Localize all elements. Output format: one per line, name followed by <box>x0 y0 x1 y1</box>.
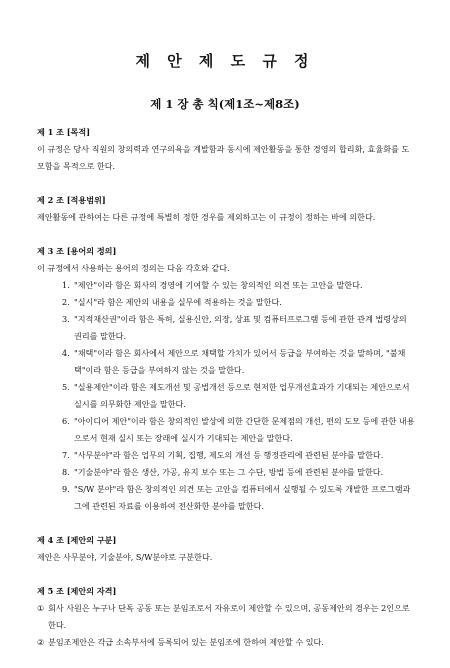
list-item <box>37 379 417 413</box>
item-number: 7. <box>62 450 70 460</box>
article-3 <box>37 243 417 515</box>
list-item <box>37 345 417 379</box>
item-text: "지적재산권"이라 함은 특허, 실용신안, 의장, 상표 및 컴퓨터프로그램 등에 관한 관계 법령상의 권리를 말한다. <box>74 314 407 341</box>
list-item <box>37 464 417 481</box>
article-heading: 제 3 조 [용어의 정의] <box>37 246 117 256</box>
item-number: 4. <box>62 348 70 358</box>
article-heading: 제 5 조 [제안의 자격] <box>37 586 117 596</box>
item-number: 3. <box>62 314 70 324</box>
list-item <box>37 294 417 311</box>
article-heading: 제 1 조 [목적] <box>37 127 91 137</box>
chapter-title: 제 1 장 총 칙(제1조~제8조) <box>150 97 300 111</box>
item-text: "기술분야"라 함은 생산, 가공, 유지 보수 또는 그 수단, 방법 등에 관련된 분야를 말한다. <box>74 467 384 477</box>
item-number: ① <box>37 603 45 613</box>
article-5 <box>37 583 417 651</box>
article-2 <box>37 192 417 226</box>
list-item <box>37 634 417 651</box>
definition-list <box>37 277 417 515</box>
article-heading: 제 4 조 [제안의 구분] <box>37 535 117 545</box>
list-item <box>37 481 417 515</box>
list-item <box>37 311 417 345</box>
list-item <box>37 277 417 294</box>
item-text: "실용제안"이라 함은 제도개선 및 공법개선 등으로 현저한 업무개선효과가 기대되는 제안으로서 실시를 의무화한 제안을 말한다. <box>74 382 410 409</box>
item-text: "아이디어 제안"이라 함은 창의적인 발상에 의한 간단한 문제점의 개선, 편의 도모 등에 관한 내용으로서 현재 실시 또는 장래에 실시가 기대되는 제안을 말한다. <box>74 416 415 443</box>
item-number: 9. <box>62 484 70 494</box>
article-1 <box>37 124 417 175</box>
article-heading: 제 2 조 [적용범위] <box>37 195 106 205</box>
list-item <box>37 600 417 634</box>
item-number: 6. <box>62 416 70 426</box>
item-number: 2. <box>62 297 70 307</box>
item-number: ② <box>37 637 45 647</box>
item-number: 5. <box>62 382 70 392</box>
item-text: "S/W 분야"라 함은 창의적인 의견 또는 고안을 컴퓨터에서 실행될 수 있도록 개발한 프로그램과 그에 관련된 자료를 이용하여 전산화한 분야를 말한다. <box>74 484 411 511</box>
article-4 <box>37 532 417 566</box>
list-item <box>37 413 417 447</box>
list-item <box>37 447 417 464</box>
item-text: 회사 사원은 누구나 단독 공동 또는 분임조로서 자유로이 제안할 수 있으며, 공동제안의 경우는 2인으로 한다. <box>48 603 410 630</box>
document-body <box>37 124 417 668</box>
item-number: 1. <box>62 280 70 290</box>
article-body: 이 규정에서 사용하는 용어의 정의는 다음 각호와 같다. <box>37 263 230 273</box>
item-text: "제안"이라 함은 회사의 경영에 기여할 수 있는 창의적인 의견 또는 고안을 말한다. <box>74 280 363 290</box>
article-body: 제안활동에 관하여는 다른 규정에 특별히 정한 경우를 제외하고는 이 규정이 정하는 바에 의한다. <box>37 212 376 222</box>
item-text: 분임조제안은 각급 소속부서에 등록되어 있는 분임조에 한하여 제안할 수 있다. <box>48 637 324 647</box>
item-text: "채택"이라 함은 회사에서 제안으로 채택할 가치가 있어서 등급을 부여하는 것을 말하며, "불채택"이라 함은 등급을 부여하지 않는 것을 말한다. <box>74 348 406 375</box>
article-body: 제안은 사무분야, 기술분야, S/W분야로 구분한다. <box>37 552 213 562</box>
article-body: 이 규정은 당사 직원의 창의력과 연구의욕을 계발함과 동시에 제안활동을 통한 경영의 합리화, 효율화를 도모함을 목적으로 한다. <box>37 144 410 171</box>
item-number: 8. <box>62 467 70 477</box>
document-title: 제 안 제 도 규 정 <box>135 52 315 70</box>
item-text: "사무분야"라 함은 업무의 기획, 집행, 제도의 개선 등 행정관리에 관련된 분야를 말한다. <box>74 450 384 460</box>
item-text: "실시"라 함은 제안의 내용을 실무에 적용하는 것을 말한다. <box>74 297 282 307</box>
